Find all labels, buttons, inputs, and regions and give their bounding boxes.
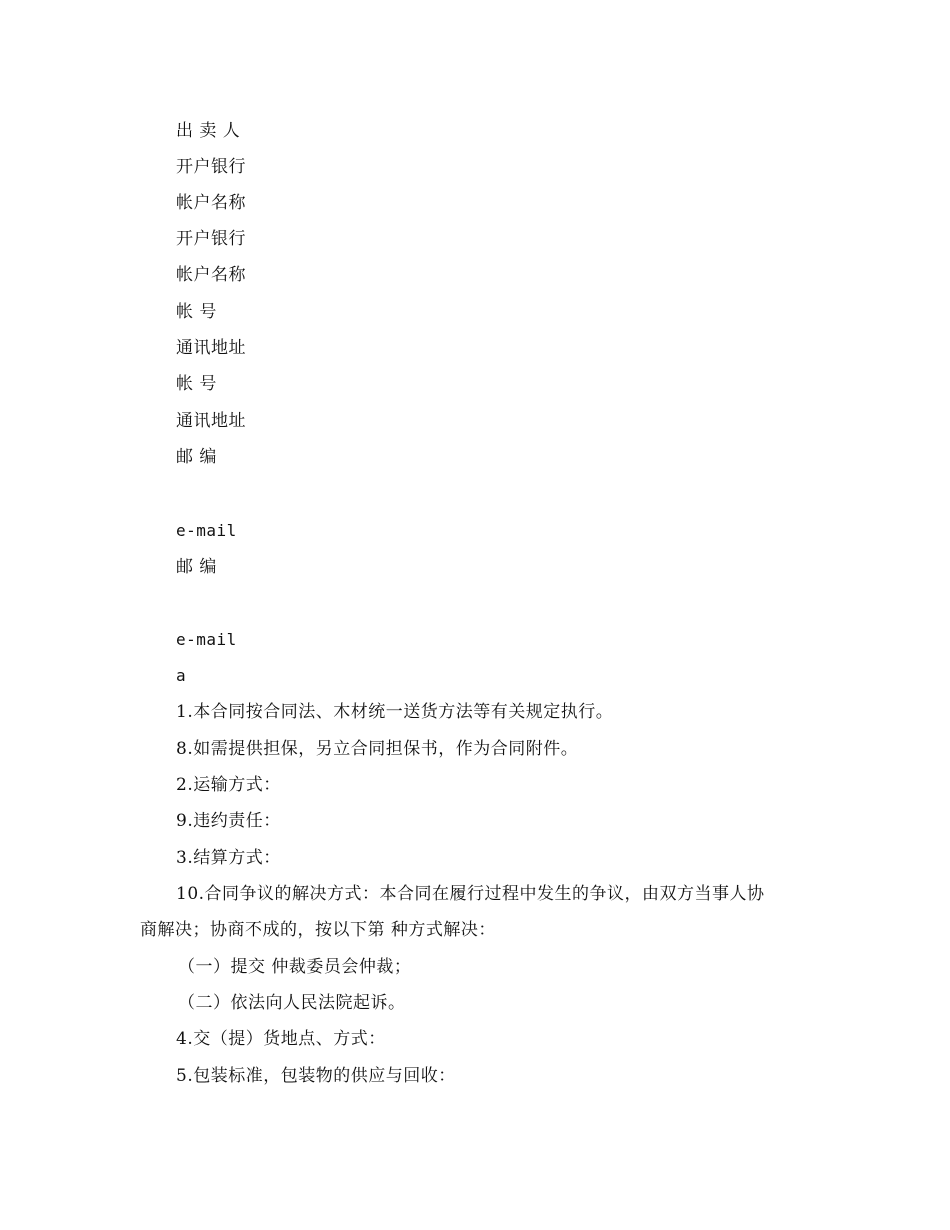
option-2: （二）依法向人民法院起诉。 (178, 993, 406, 1013)
account-name-label: 帐户名称 (176, 193, 246, 213)
option-1: （一）提交 仲裁委员会仲裁； (178, 957, 412, 977)
clause-10: 10.合同争议的解决方式：本合同在履行过程中发生的争议，由双方当事人协 (176, 884, 765, 904)
account-number-label-2: 帐 号 (176, 374, 217, 394)
clause-3: 3.结算方式： (176, 848, 281, 868)
clause-4: 4.交（提）货地点、方式： (176, 1029, 386, 1049)
bank-label-2: 开户银行 (176, 229, 246, 249)
seller-label: 出 卖 人 (176, 121, 241, 141)
clause-9: 9.违约责任： (176, 811, 281, 831)
clause-8: 8.如需提供担保，另立合同担保书，作为合同附件。 (176, 739, 579, 759)
account-name-label-2: 帐户名称 (176, 265, 246, 285)
postcode-label: 邮 编 (176, 447, 217, 467)
bank-label: 开户银行 (176, 157, 246, 177)
postcode-label-2: 邮 编 (176, 557, 217, 577)
clause-5: 5.包装标准，包装物的供应与回收： (176, 1066, 456, 1086)
address-label: 通讯地址 (176, 338, 246, 358)
email-label: e-mail (176, 521, 237, 540)
clause-1: 1.本合同按合同法、木材统一送货方法等有关规定执行。 (176, 702, 614, 722)
account-number-label: 帐 号 (176, 302, 217, 322)
email-label-2: e-mail (176, 630, 237, 649)
stray-text: a (176, 666, 187, 685)
address-label-2: 通讯地址 (176, 411, 246, 431)
clause-10-continued: 商解决；协商不成的，按以下第 种方式解决： (140, 920, 496, 940)
clause-2: 2.运输方式： (176, 775, 281, 795)
